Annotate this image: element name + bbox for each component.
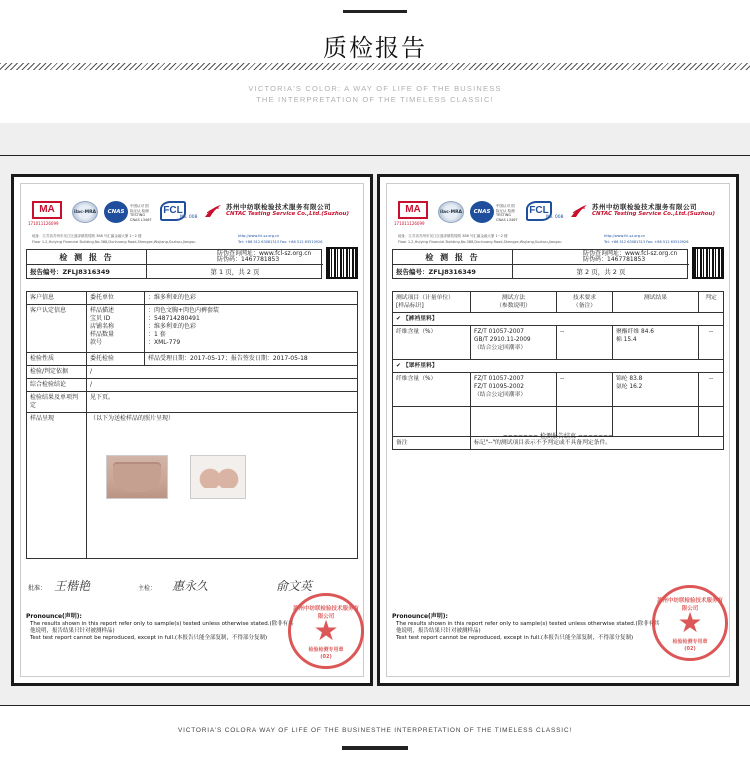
result-cell: 聚酯纤维 84.6 棉 15.4 [613, 326, 699, 360]
report-title: 检 测 报 告 [27, 250, 147, 265]
address-cn: 地址：江苏省苏州市吴江区盛泽镇敦煌路 388 号汇赢金融大厦 1~2 楼 [32, 234, 142, 238]
logo-row [28, 201, 352, 227]
page-title: 质检报告 [323, 34, 427, 62]
cnas-text: 中国认可 国际互认 检测 TESTING CNAS L3467 [130, 204, 152, 222]
row-value: ：肉色文胸+肉色内裤套装 ：548714280491 ：维多利亚的色彩 ：1 套 ：XML-779 [145, 305, 358, 353]
verdict-cell: -- [699, 326, 724, 360]
footer-tagline: VICTORIA'S COLORA WAY OF LIFE OF THE BUSINESTHE INTERPRETATION OF THE TIMELESS CLASSIC! [178, 727, 572, 734]
company-name-en: CNTAC Testing Service Co.,Ltd.(Suzhou) [592, 211, 715, 217]
review-signature: 惠永久 [172, 579, 209, 593]
verdict-cell: -- [699, 373, 724, 407]
ma-number: 171011126099 [28, 221, 59, 226]
report-end-marker: ======= 检测报告结束 ======= [502, 433, 614, 440]
qr-code-icon[interactable] [326, 247, 358, 279]
ma-logo: MA [398, 201, 428, 219]
row-label: 检验性质 [27, 353, 87, 366]
seal-purpose: 检验检测专用章 [672, 639, 708, 645]
address-en: Floor 1-2,Huiying Financial Building,No.388,Dunhuang Road,Shengze,Wujiang,Suzhou,Jiangsu [398, 240, 562, 244]
hatch-divider [0, 63, 750, 70]
seal-code: (02) [684, 646, 696, 652]
website: http://www.fcl-sz.org.cn [238, 234, 280, 238]
method-cell: FZ/T 01057-2007 GB/T 2910.11-2009 （结合公定回潮率） [471, 326, 557, 360]
anti-fake-info [513, 250, 689, 265]
remark-text: 标记"--"的测试项目表示不予判定或不具备判定条件。 [471, 437, 724, 450]
seal-code: (02) [320, 654, 332, 660]
ma-number: 171011126099 [394, 221, 425, 226]
seal-company: ★ 苏州中纺联检验技术服务有限公司 [656, 598, 723, 612]
review-label: 主检： [138, 585, 157, 592]
sample-photo-bra[interactable] [190, 455, 246, 499]
approve-signature: 王楷艳 [54, 579, 91, 593]
table-row [27, 379, 358, 392]
approve-label: 批准： [28, 585, 47, 592]
row-label: 综合检验结论 [27, 379, 87, 392]
table-row [27, 392, 358, 413]
signature-row [26, 577, 358, 597]
pronounce-line-1: The results shown in this report refer only to sample(s) tested unless otherwise stated.(除非有其他说明，报告结果只针对被测样品) [30, 621, 294, 634]
company-swoosh-icon [570, 203, 588, 219]
report-number: 报告编号：ZFLJ8316349 [393, 265, 513, 279]
cnas-text: 中国认可 国际互认 检测 TESTING CNAS L3467 [496, 204, 518, 222]
anti-fake-info [147, 250, 323, 265]
report-page-1[interactable] [11, 174, 373, 686]
pronounce-line-2: Test test report cannot be reproduced, except in full.(本报告只能全部复制，不得部分复制) [30, 635, 268, 641]
report-title: 检 测 报 告 [393, 250, 513, 265]
fcl-logo: FCL [160, 201, 186, 221]
pronounce-block [26, 613, 296, 642]
query-site: 防伪查询网址：www.fcl-sz.org.cn [583, 250, 678, 257]
company-name-cn: 苏州中纺联检验技术服务有限公司 [226, 203, 331, 211]
ilac-logo: ilac-MRA [438, 201, 464, 223]
anti-fake-code: 防伪码：1467781853 [583, 256, 646, 263]
band-bottom-line [0, 705, 750, 706]
pronounce-line-1: The results shown in this report refer only to sample(s) tested unless otherwise stated.(除非有其他说明，报告结果只针对被测样品) [396, 621, 660, 634]
method-cell: FZ/T 01057-2007 FZ/T 01095-2002 （结合公定回潮率） [471, 373, 557, 407]
website: http://www.fcl-sz.org.cn [604, 234, 646, 238]
table-row [27, 353, 358, 366]
requirement-cell: -- [557, 326, 613, 360]
page1-info-table [26, 291, 358, 559]
pronounce-heading: Pronounce(声明): [392, 613, 448, 620]
row-sub: （以下为送检样品的照片呈现） [87, 413, 358, 559]
cnas-logo: CNAS [104, 201, 128, 223]
section-crotch-lining: ✔ 【裤裆里料】 [393, 313, 724, 326]
section-row [393, 360, 724, 373]
company-swoosh-icon [204, 203, 222, 219]
fcl-number: No. 008 [546, 215, 564, 220]
anti-fake-code: 防伪码：1467781853 [217, 256, 280, 263]
address-en: Floor 1-2,Huiying Financial Building,No.388,Dunhuang Road,Shengze,Wujiang,Suzhou,Jiangsu [32, 240, 196, 244]
address-cn: 地址：江苏省苏州市吴江区盛泽镇敦煌路 388 号汇赢金融大厦 1~2 楼 [398, 234, 508, 238]
col-header-requirement: 技术要求 （备注） [557, 292, 613, 313]
footer-bar [342, 746, 408, 750]
fcl-number: No. 008 [180, 215, 198, 220]
tagline-1: VICTORIA'S COLOR: A WAY OF LIFE OF THE BUSINESS [248, 84, 502, 93]
seal-purpose: 检验检测专用章 [308, 647, 344, 653]
cnas-logo: CNAS [470, 201, 494, 223]
ma-logo: MA [32, 201, 62, 219]
section-row [393, 313, 724, 326]
item-cell: 纤维含量（%） [393, 373, 471, 407]
official-seal [288, 593, 364, 669]
row-label: 客户信息 [27, 292, 87, 305]
col-header-verdict: 判定 [699, 292, 724, 313]
row-label: 检验结果及单项判定 [27, 392, 87, 413]
official-seal [652, 585, 728, 661]
requirement-cell: -- [557, 373, 613, 407]
row-sub: / [87, 379, 358, 392]
table-row [27, 305, 358, 353]
row-sub: 委托检验 [87, 353, 145, 366]
col-header-method: 测试方法 （参数说明） [471, 292, 557, 313]
seal-company: ★ 苏州中纺联检验技术服务有限公司 [292, 606, 359, 620]
section-cup-lining: ✔ 【罩杯里料】 [393, 360, 724, 373]
title-bar [343, 10, 407, 13]
query-site: 防伪查询网址：www.fcl-sz.org.cn [217, 250, 312, 257]
col-header-result: 测试结果 [613, 292, 699, 313]
row-label: 检验/判定依据 [27, 366, 87, 379]
remark-label: 备注 [393, 437, 471, 450]
table-row [393, 373, 724, 407]
pronounce-block [392, 613, 662, 642]
row-value: 样品受理日期：2017-05-17；报告签发日期：2017-05-18 [145, 353, 358, 366]
col-header-item: 测试项目（计量单位） [样品标识] [393, 292, 471, 313]
pronounce-heading: Pronounce(声明): [26, 613, 82, 620]
row-sub: 样品描述 宝贝 ID 店铺名称 样品数量 款号 [87, 305, 145, 353]
table-row [393, 326, 724, 360]
item-cell: 纤维含量（%） [393, 326, 471, 360]
table-row [27, 292, 358, 305]
qr-code-icon[interactable] [692, 247, 724, 279]
row-sub: 委托单位 [87, 292, 145, 305]
sample-photo-briefs[interactable] [106, 455, 168, 499]
fcl-logo: FCL [526, 201, 552, 221]
row-sub: / [87, 366, 358, 379]
phone-fax: Tel: +86 512 63081313 Fax: +86 512 63510926 [238, 240, 323, 244]
page-indicator: 第 2 页，共 2 页 [576, 268, 626, 276]
logo-row [394, 201, 718, 227]
table-row [27, 366, 358, 379]
row-sub: 见下页。 [87, 392, 358, 413]
report-page-2[interactable] [377, 174, 739, 686]
table-header-row [393, 292, 724, 313]
page-indicator: 第 1 页，共 2 页 [210, 268, 260, 276]
result-cell: 锦纶 83.8 氨纶 16.2 [613, 373, 699, 407]
report-header-table [392, 249, 688, 279]
pronounce-line-2: Test test report cannot be reproduced, except in full.(本报告只能全部复制，不得部分复制) [396, 635, 634, 641]
tagline-2: THE INTERPRETATION OF THE TIMELESS CLASSIC! [256, 95, 494, 104]
check-signature: 俞文英 [276, 579, 313, 593]
company-name-cn: 苏州中纺联检验技术服务有限公司 [592, 203, 697, 211]
row-label: 样品呈现 [27, 413, 87, 559]
phone-fax: Tel: +86 512 63081313 Fax: +86 512 63510926 [604, 240, 689, 244]
test-results-table [392, 291, 724, 450]
row-value: ：维多利亚的色彩 [145, 292, 358, 305]
report-header-table [26, 249, 322, 279]
band-top-line [0, 155, 750, 156]
company-name-en: CNTAC Testing Service Co.,Ltd.(Suzhou) [226, 211, 349, 217]
ilac-logo: ilac-MRA [72, 201, 98, 223]
row-label: 客户认定信息 [27, 305, 87, 353]
report-number: 报告编号：ZFLJ8316349 [27, 265, 147, 279]
